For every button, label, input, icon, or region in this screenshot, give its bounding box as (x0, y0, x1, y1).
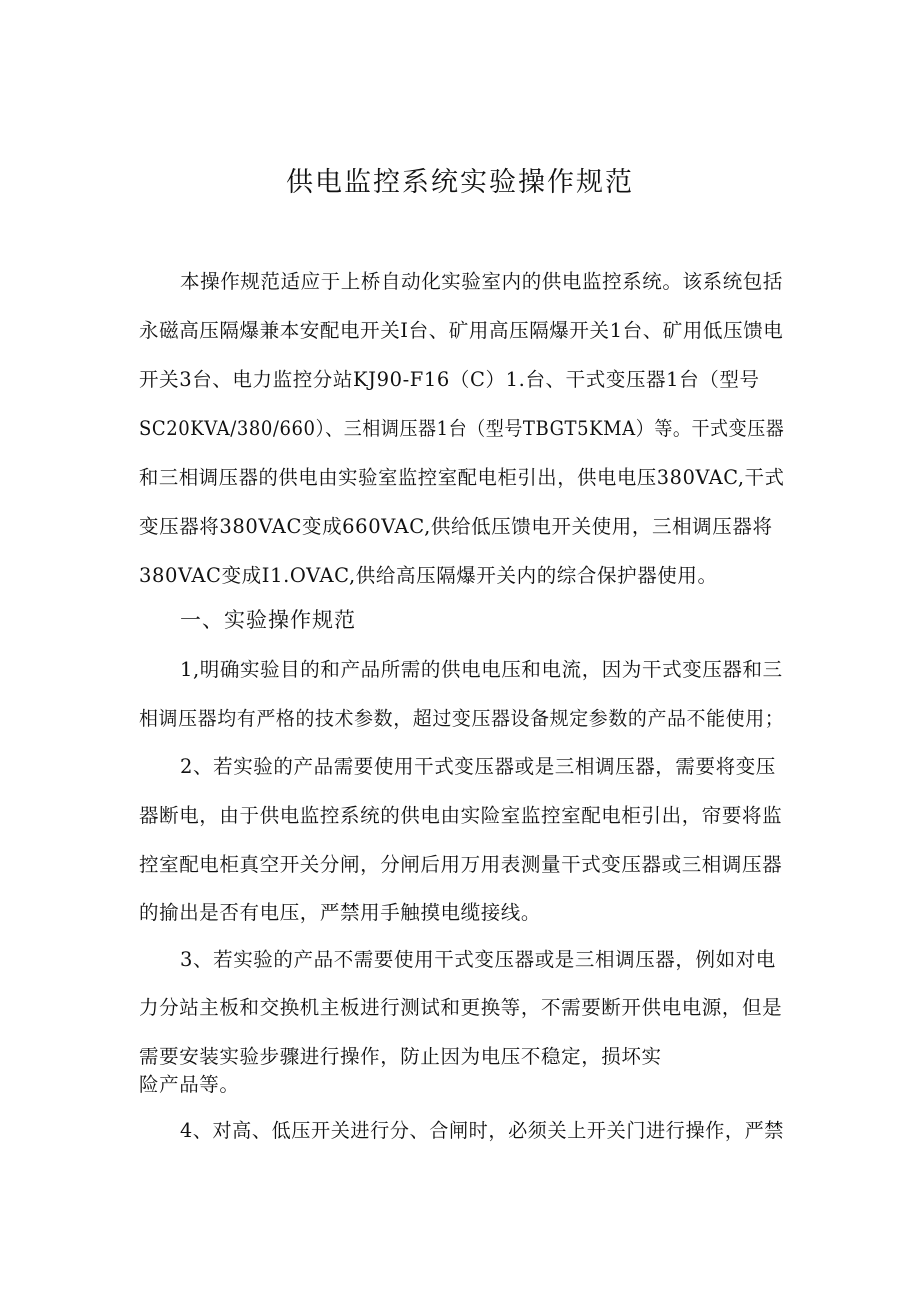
paragraph-line: 3、若实验的产品不需要使用干式变压器或是三相调压器，例如对电 (180, 948, 776, 971)
paragraph-line: SC20KVA/380/660）、三相调压器1台（型号TBGT5KMA）等。干式变压器 (139, 417, 785, 440)
paragraph-line: 控室配电柜真空开关分闸，分闸后用万用表测量干式变压器或三相调压器 (139, 853, 783, 876)
document-title: 供电监控系统实验操作规范 (286, 167, 634, 198)
paragraph-line: 4、对高、低压开关进行分、合闸时，必须关上开关门进行操作，严禁 (180, 1119, 785, 1142)
paragraph-line: 变压器将380VAC变成660VAC,供给低压馈电开关使用，三相调压器将 (139, 515, 773, 538)
paragraph-line: 器断电，由于供电监控系统的供电由实险室监控室配电柜引出，帘要将监 (139, 804, 783, 827)
paragraph-line: 2、若实验的产品需要使用干式变压器或是三相调压器，需要将变压 (180, 755, 776, 778)
paragraph-line: 永磁高压隔爆兼本安配电开关I台、矿用高压隔爆开关1台、矿用低压馈电 (139, 319, 784, 342)
paragraph-line: 开关3台、电力监控分站KJ90-F16（C）1.台、干式变压器1台（型号 (139, 368, 760, 391)
paragraph-line: 险产品等。 (139, 1073, 240, 1096)
paragraph-line: 力分站主板和交换机主板进行测试和更换等，不需要断开供电电源，但是 (139, 996, 783, 1019)
paragraph-line: 的揄出是否有电压，严禁用手触摸电缆接线。 (139, 901, 542, 924)
paragraph-line: 1,明确实验目的和产品所需的供电电压和电流，因为干式变压器和三 (180, 658, 783, 681)
paragraph-line: 需要安装实验步骤进行操作，防止因为电压不稳定，损坏实 (139, 1045, 662, 1068)
paragraph-line: 和三相调压器的供电由实验室监控室配电柜引出，供电电压380VAC,干式 (139, 466, 785, 489)
paragraph-line: 380VAC变成I1.OVAC,供给高压隔爆开关内的综合保护器使用。 (139, 564, 718, 587)
section-heading: 一、实验操作规范 (180, 608, 356, 632)
paragraph-line: 本操作规范适应于上桥自动化实验室内的供电监控系统。该系统包括 (180, 270, 784, 293)
paragraph-line: 相调压器均有严格的技术参数，超过变压器设备规定参数的产品不能使用； (139, 707, 785, 730)
